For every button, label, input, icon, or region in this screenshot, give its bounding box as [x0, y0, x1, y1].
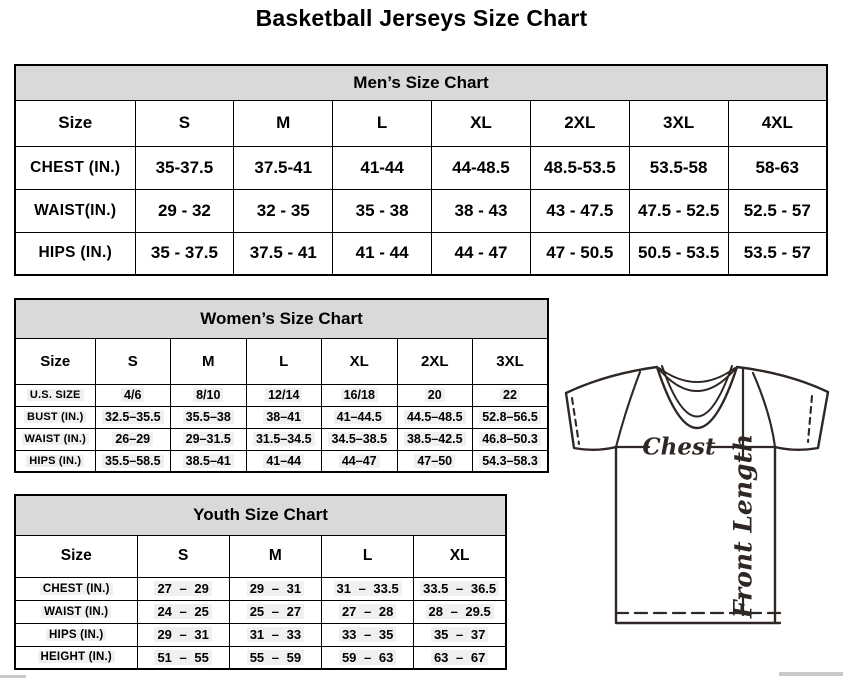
womens-bust-cell: 41–44.5 — [322, 406, 398, 428]
youth-col-header-m: M — [229, 535, 321, 577]
youth-hips-cell: 35 – 37 — [414, 623, 506, 646]
womens-bust-cell: 32.5–35.5 — [95, 406, 171, 428]
womens-ussize-cell: 8/10 — [171, 384, 247, 406]
womens-bust-row — [15, 406, 548, 428]
mens-table-title-row — [15, 65, 827, 100]
mens-hips-cell: 44 - 47 — [432, 232, 531, 275]
womens-ussize-row — [15, 384, 548, 406]
youth-col-header-l: L — [322, 535, 414, 577]
womens-waist-cell: 46.8–50.3 — [473, 428, 549, 450]
womens-ussize-cell: 16/18 — [322, 384, 398, 406]
mens-hips-cell: 35 - 37.5 — [135, 232, 234, 275]
mens-col-header-size: Size — [15, 100, 135, 146]
youth-col-header-xl: XL — [414, 535, 506, 577]
mens-hips-cell: 53.5 - 57 — [728, 232, 827, 275]
womens-table-title: Women’s Size Chart — [15, 299, 548, 338]
womens-ussize-cell: 12/14 — [246, 384, 322, 406]
mens-hips-cell: 47 - 50.5 — [530, 232, 629, 275]
womens-bust-cell: 35.5–38 — [171, 406, 247, 428]
mens-waist-row — [15, 189, 827, 232]
mens-chest-cell: 35-37.5 — [135, 146, 234, 189]
womens-hips-cell: 38.5–41 — [171, 450, 247, 472]
mens-col-header-m: M — [234, 100, 333, 146]
mens-waist-cell: 29 - 32 — [135, 189, 234, 232]
youth-chest-cell: 33.5 – 36.5 — [414, 577, 506, 600]
youth-size-table — [14, 494, 507, 670]
womens-col-header-3xl: 3XL — [473, 338, 549, 384]
youth-height-row — [15, 646, 506, 669]
mens-waist-cell: 35 - 38 — [333, 189, 432, 232]
womens-waist-cell: 38.5–42.5 — [397, 428, 473, 450]
womens-ussize-cell: 22 — [473, 384, 549, 406]
mens-chest-row — [15, 146, 827, 189]
mens-col-header-s: S — [135, 100, 234, 146]
womens-row-label-waist: WAIST (IN.) — [15, 428, 95, 450]
womens-hips-cell: 41–44 — [246, 450, 322, 472]
womens-col-header-s: S — [95, 338, 171, 384]
womens-row-label-ussize: U.S. SIZE — [15, 384, 95, 406]
mens-waist-cell: 52.5 - 57 — [728, 189, 827, 232]
womens-bust-cell: 38–41 — [246, 406, 322, 428]
youth-height-cell: 55 – 59 — [229, 646, 321, 669]
womens-waist-cell: 26–29 — [95, 428, 171, 450]
youth-chest-cell: 27 – 29 — [137, 577, 229, 600]
mens-col-header-4xl: 4XL — [728, 100, 827, 146]
womens-waist-cell: 34.5–38.5 — [322, 428, 398, 450]
mens-row-label-hips: HIPS (IN.) — [15, 232, 135, 275]
womens-bust-cell: 44.5–48.5 — [397, 406, 473, 428]
mens-hips-cell: 50.5 - 53.5 — [629, 232, 728, 275]
youth-hips-cell: 31 – 33 — [229, 623, 321, 646]
mens-chest-cell: 41-44 — [333, 146, 432, 189]
womens-col-header-2xl: 2XL — [397, 338, 473, 384]
womens-col-header-m: M — [171, 338, 247, 384]
youth-row-label-chest: CHEST (IN.) — [15, 577, 137, 600]
mens-waist-cell: 38 - 43 — [432, 189, 531, 232]
youth-row-label-height: HEIGHT (IN.) — [15, 646, 137, 669]
mens-hips-cell: 37.5 - 41 — [234, 232, 333, 275]
mens-col-header-2xl: 2XL — [530, 100, 629, 146]
youth-hips-cell: 33 – 35 — [322, 623, 414, 646]
womens-row-label-bust: BUST (IN.) — [15, 406, 95, 428]
mens-header-row — [15, 100, 827, 146]
womens-hips-cell: 47–50 — [397, 450, 473, 472]
womens-col-header-l: L — [246, 338, 322, 384]
youth-col-header-s: S — [137, 535, 229, 577]
jersey-outline-shape — [566, 367, 828, 623]
mens-row-label-waist: WAIST(IN.) — [15, 189, 135, 232]
womens-waist-cell: 29–31.5 — [171, 428, 247, 450]
mens-chest-cell: 58-63 — [728, 146, 827, 189]
womens-bust-cell: 52.8–56.5 — [473, 406, 549, 428]
youth-waist-cell: 28 – 29.5 — [414, 600, 506, 623]
womens-col-header-size: Size — [15, 338, 95, 384]
mens-waist-cell: 47.5 - 52.5 — [629, 189, 728, 232]
youth-hips-cell: 29 – 31 — [137, 623, 229, 646]
womens-ussize-cell: 4/6 — [95, 384, 171, 406]
womens-ussize-cell: 20 — [397, 384, 473, 406]
mens-waist-cell: 32 - 35 — [234, 189, 333, 232]
mens-row-label-chest: CHEST (IN.) — [15, 146, 135, 189]
mens-col-header-3xl: 3XL — [629, 100, 728, 146]
mens-chest-cell: 37.5-41 — [234, 146, 333, 189]
mens-chest-cell: 53.5-58 — [629, 146, 728, 189]
mens-waist-cell: 43 - 47.5 — [530, 189, 629, 232]
youth-height-cell: 51 – 55 — [137, 646, 229, 669]
womens-hips-row — [15, 450, 548, 472]
youth-chest-row — [15, 577, 506, 600]
womens-hips-cell: 35.5–58.5 — [95, 450, 171, 472]
mens-size-table — [14, 64, 828, 276]
youth-waist-cell: 27 – 28 — [322, 600, 414, 623]
chest-measure-label: Chest — [642, 433, 716, 461]
mens-hips-row — [15, 232, 827, 275]
womens-header-row — [15, 338, 548, 384]
mens-chest-cell: 44-48.5 — [432, 146, 531, 189]
youth-table-title: Youth Size Chart — [15, 495, 506, 535]
youth-table-title-row — [15, 495, 506, 535]
youth-waist-cell: 25 – 27 — [229, 600, 321, 623]
youth-row-label-hips: HIPS (IN.) — [15, 623, 137, 646]
youth-chest-cell: 29 – 31 — [229, 577, 321, 600]
womens-waist-row — [15, 428, 548, 450]
mens-chest-cell: 48.5-53.5 — [530, 146, 629, 189]
mens-col-header-xl: XL — [432, 100, 531, 146]
youth-waist-cell: 24 – 25 — [137, 600, 229, 623]
youth-height-cell: 63 – 67 — [414, 646, 506, 669]
page-title: Basketball Jerseys Size Chart — [255, 5, 588, 31]
youth-waist-row — [15, 600, 506, 623]
womens-table-title-row — [15, 299, 548, 338]
womens-col-header-xl: XL — [322, 338, 398, 384]
youth-chest-cell: 31 – 33.5 — [322, 577, 414, 600]
youth-header-row — [15, 535, 506, 577]
horizontal-scrollbar-fragment-left[interactable] — [0, 675, 26, 678]
youth-hips-row — [15, 623, 506, 646]
youth-col-header-size: Size — [15, 535, 137, 577]
front-length-measure-label: Front Length — [728, 433, 758, 619]
womens-row-label-hips: HIPS (IN.) — [15, 450, 95, 472]
mens-table-title: Men’s Size Chart — [15, 65, 827, 100]
womens-hips-cell: 44–47 — [322, 450, 398, 472]
horizontal-scrollbar-fragment-right[interactable] — [779, 672, 843, 676]
womens-size-table — [14, 298, 549, 473]
mens-col-header-l: L — [333, 100, 432, 146]
womens-waist-cell: 31.5–34.5 — [246, 428, 322, 450]
youth-row-label-waist: WAIST (IN.) — [15, 600, 137, 623]
youth-height-cell: 59 – 63 — [322, 646, 414, 669]
womens-hips-cell: 54.3–58.3 — [473, 450, 549, 472]
jersey-measurement-diagram — [558, 362, 838, 628]
mens-hips-cell: 41 - 44 — [333, 232, 432, 275]
